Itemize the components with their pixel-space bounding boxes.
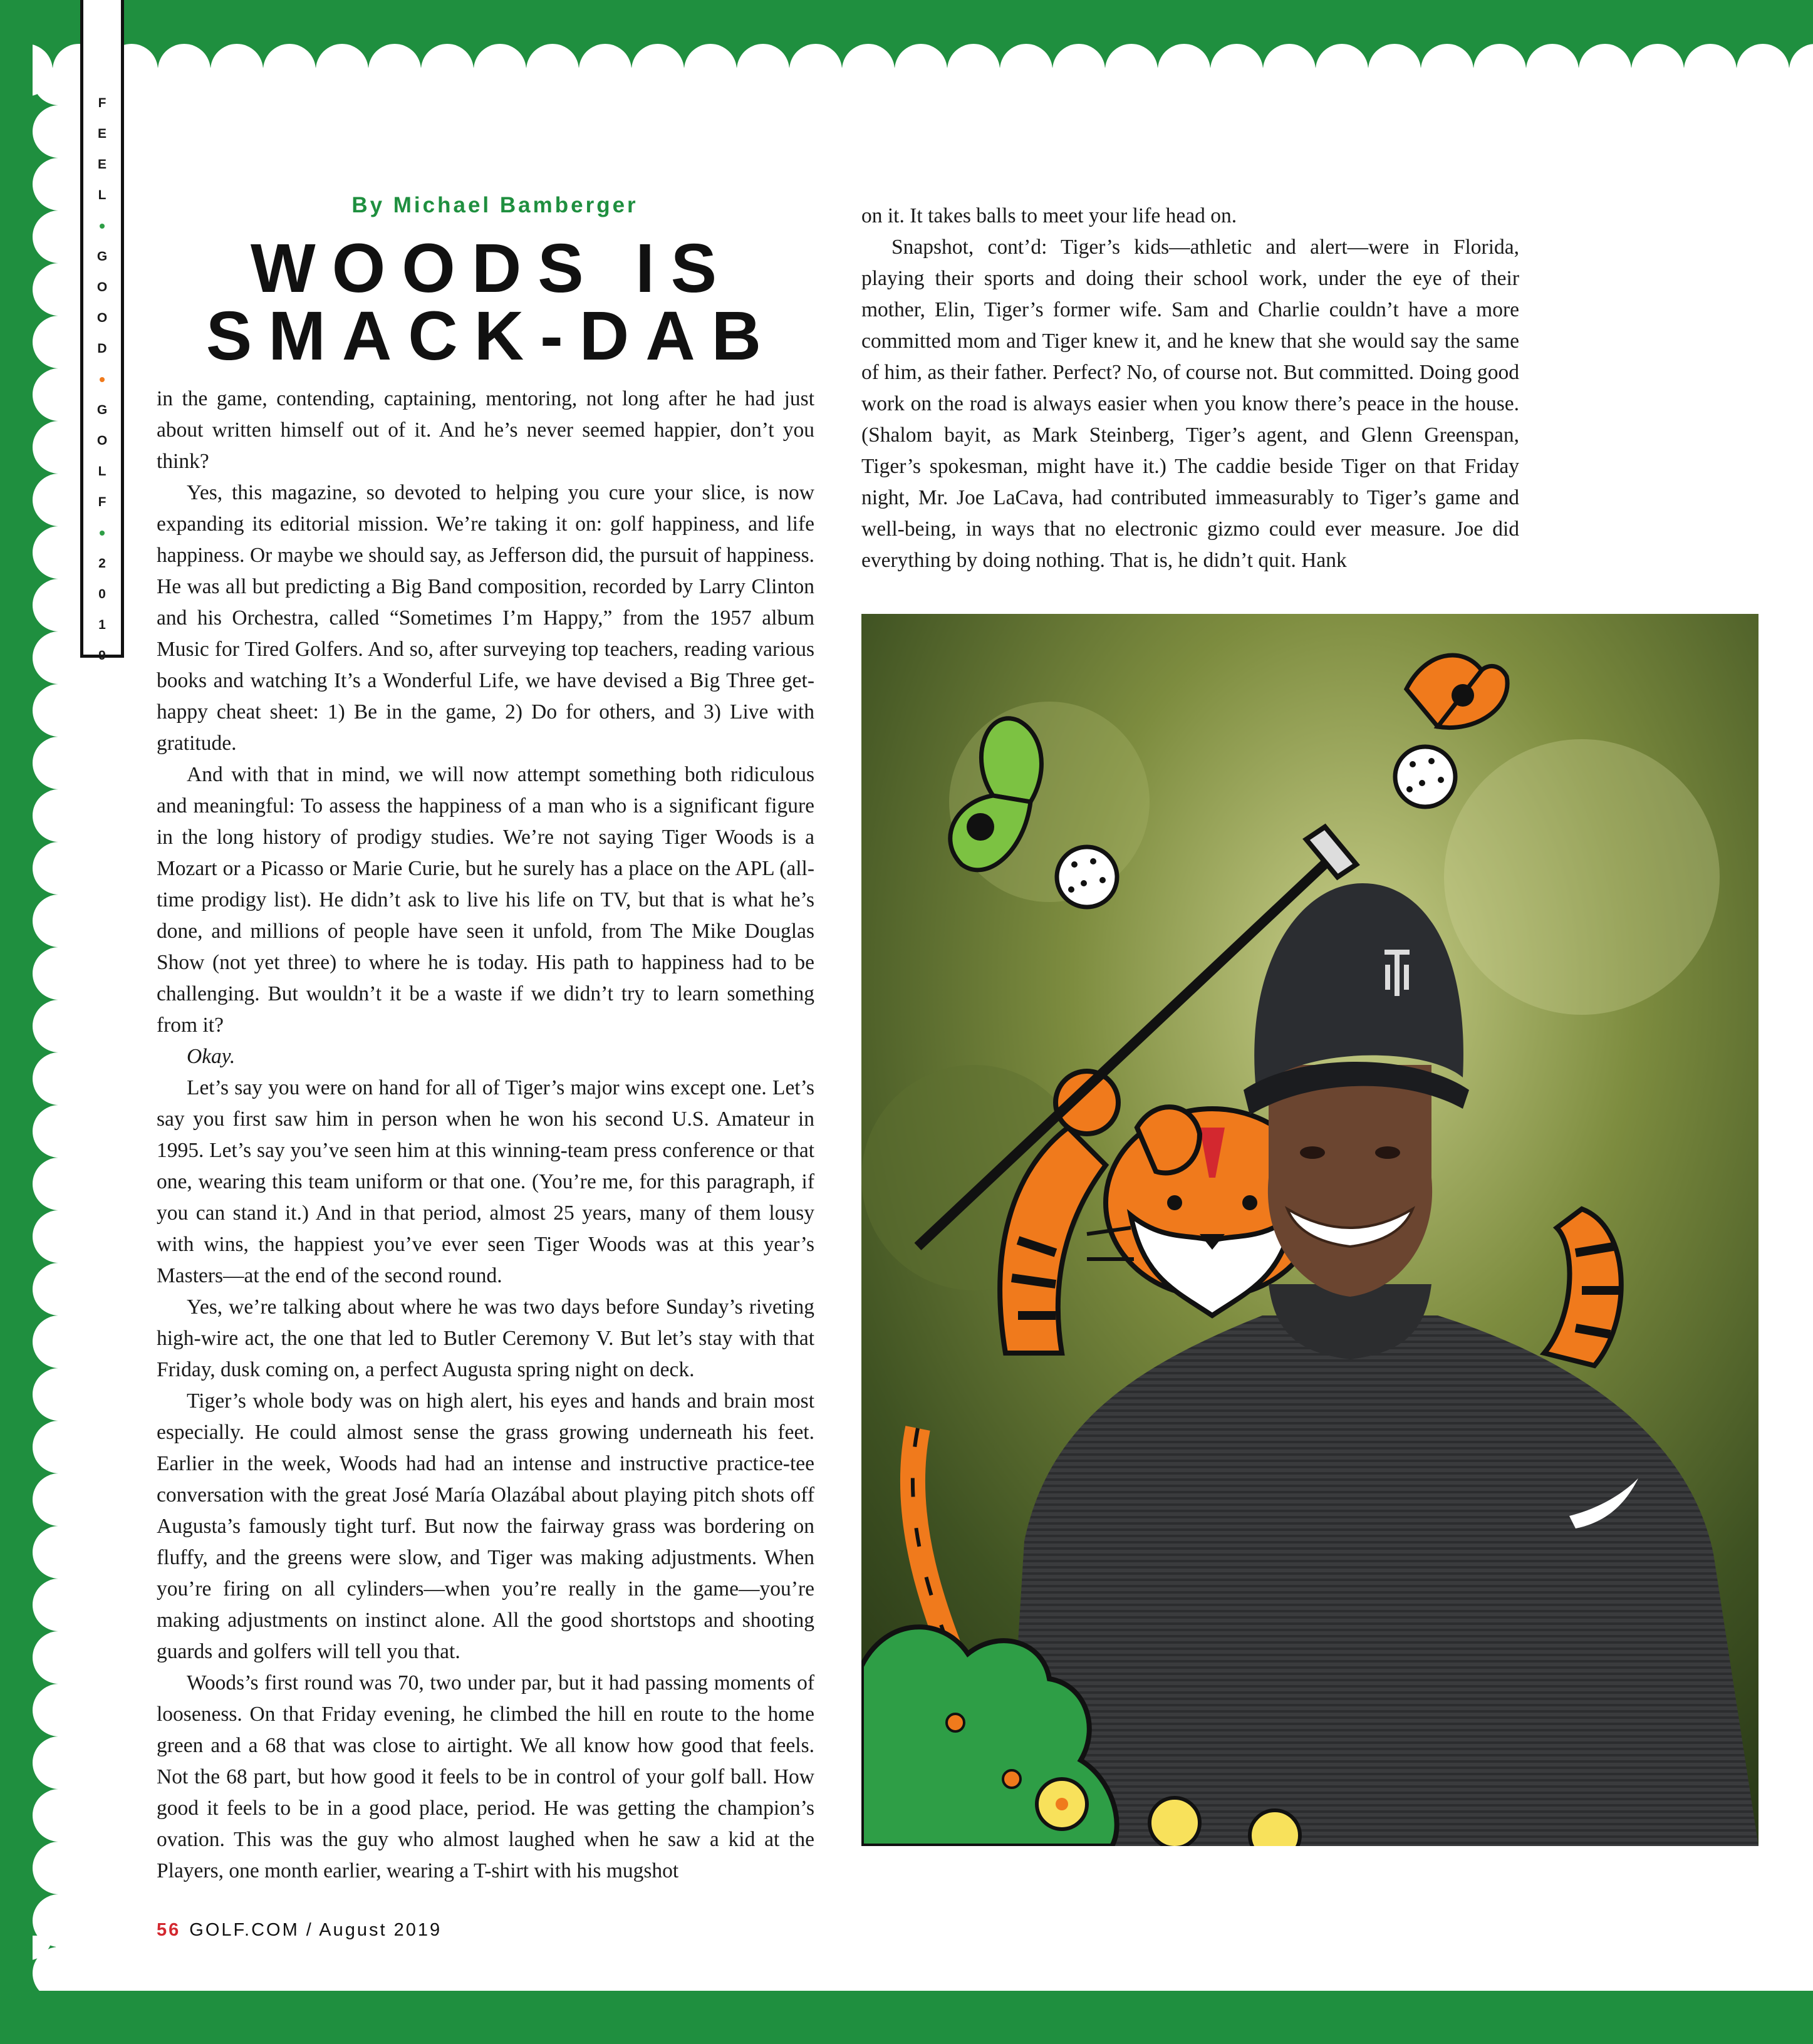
paragraph: Yes, this magazine, so devoted to helping you cure your slice, is now expanding its editorial mission. We’re taking it on: golf happiness, and life happiness. Or maybe we should say, as Jefferson did, the pursuit of happiness. He was all but predicting a Big Band composition, recorded by Larry Clinton and his Orchestra, called “Sometimes I’m Happy,” from the 1957 album Music for Tired Golfers. And so, after surveying top teachers, reading various books and watching It’s a Wonderful Life, we have devised a Big Three get-happy cheat sheet: 1) Be in the game, 2) Do for others, and 3) Live with gratitude. xyxy=(157,481,814,755)
paragraph: Okay. xyxy=(187,1045,236,1068)
side-tab-letter: L xyxy=(98,464,106,479)
paragraph: And with that in mind, we will now attempt something both ridiculous and meaningful: To assess the happiness of a man who is a significant figure in the long history of prodigy studies. We’re not saying Tiger Woods is a Mozart or a Picasso or Marie Curie, but he surely has a place on the APL (all-time prodigy list). He didn’t ask to live his life on TV, but that is what he’s done, and millions of people have seen it unfold, from The Mike Douglas Show (not yet three) to where he is today. His path to happiness had to be challenging. But wouldn’t it be a waste if we didn’t try to learn something from it? xyxy=(157,763,814,1037)
headline xyxy=(157,230,827,375)
paragraph: Yes, we’re talking about where he was two days before Sunday’s riveting high-wire act, the one that led to Butler Ceremony V. But let’s stay with that Friday, dusk coming on, a perfect Augusta spring night on deck. xyxy=(157,1295,814,1381)
paragraph: in the game, contending, captaining, mentoring, not long after he had just about written himself out of it. And he’s never seemed happier, don’t you think? xyxy=(157,387,814,473)
side-tab-letter: E xyxy=(97,157,106,172)
side-tab-letter: G xyxy=(96,249,108,264)
paragraph: Snapshot, cont’d: Tiger’s kids—athletic and alert—were in Florida, playing their sports and doing their school work, under the eye of their mother, Elin, Tiger’s former wife. Sam and Charlie couldn’t have a more committed mom and Tiger knew it, and he knew that she would say the same of him, as their father. Perfect? No, of course not. But committed. Doing good work on the road is always easier when you know there’s peace in the house. (Shalom bayit, as Mark Steinberg, Tiger’s agent, and Glenn Greenspan, Tiger’s spokesman, might have it.) The caddie beside Tiger on that Friday night, Mr. Joe LaCava, had contributed immeasurably to Tiger’s game and well-being, in ways that no electronic gizmo could ever measure. Joe did everything by doing nothing. That is, he didn’t quit. Hank xyxy=(861,236,1519,572)
side-tab-dot: • xyxy=(99,523,105,542)
side-tab-letter: G xyxy=(96,403,108,417)
paragraph: Woods’s first round was 70, two under par, but it had passing moments of looseness. On that Friday evening, he climbed the hill en route to the home green and a 68 that was close to airtight. We all know how good that feels. Not the 68 part, but how good it feels to be in control of your golf ball. How good it feels to be in a good place, period. He was getting the champion’s ovation. This was the guy who almost laughed when he saw a kid at the Players, one month earlier, wearing a T-shirt with his mugshot xyxy=(157,1671,814,1882)
folio-text: GOLF.COM / August 2019 xyxy=(189,1920,442,1940)
side-tab-letter: O xyxy=(96,433,108,448)
tiger-woods-photo-illustration xyxy=(861,614,1758,1846)
article-right-column xyxy=(861,200,1519,576)
section-side-tab xyxy=(80,0,124,663)
side-tab-letter: 9 xyxy=(98,648,106,663)
byline: By Michael Bamberger xyxy=(351,193,638,217)
side-tab-dot: • xyxy=(99,216,105,236)
article-left-column xyxy=(157,383,814,1887)
side-tab-letter: L xyxy=(98,188,106,202)
side-tab-letter: O xyxy=(96,311,108,325)
headline-line-1: WOODS IS xyxy=(250,230,734,307)
side-tab-letter: F xyxy=(98,495,106,509)
side-tab-letter: E xyxy=(97,127,106,141)
side-tab-dot: • xyxy=(99,370,105,389)
side-tab-letter: 0 xyxy=(98,587,106,601)
side-tab-letter: O xyxy=(96,280,108,294)
page-folio xyxy=(157,1920,442,1941)
side-tab-letter: 1 xyxy=(98,618,106,632)
side-tab-letter: D xyxy=(97,341,107,356)
paragraph: Tiger’s whole body was on high alert, his eyes and hands and brain most especially. He could almost sense the grass growing underneath his feet. Earlier in the week, Woods had had an intense and instructive practice-tee conversation with the great José María Olazábal about playing pitch shots off Augusta’s famously tight turf. But now the fairway grass was bordering on fluffy, and the greens were slow, and Tiger was making adjustments. When you’re firing on all cylinders—when you’re really in the game—you’re making adjustments on instinct alone. All the good shortstops and shooting guards and golfers will tell you that. xyxy=(157,1389,814,1663)
paragraph: Let’s say you were on hand for all of Tiger’s major wins except one. Let’s say you first saw him in person when he won his second U.S. Amateur in 1995. Let’s say you’ve seen him at this winning-team press conference or that one, wearing this team uniform or that one. (You’re me, for this paragraph, if you can stand it.) And in that period, almost 25 years, many of them lousy with wins, the happiest you’ve ever seen Tiger Woods was at this year’s Masters—at the end of the second round. xyxy=(157,1076,814,1287)
side-tab-letter: 2 xyxy=(98,556,106,571)
paragraph: on it. It takes balls to meet your life head on. xyxy=(861,204,1237,227)
side-tab-letters xyxy=(83,88,121,671)
side-tab-letter: F xyxy=(98,96,106,110)
page-number: 56 xyxy=(157,1920,181,1940)
headline-line-2: SMACK-DAB xyxy=(205,298,778,375)
